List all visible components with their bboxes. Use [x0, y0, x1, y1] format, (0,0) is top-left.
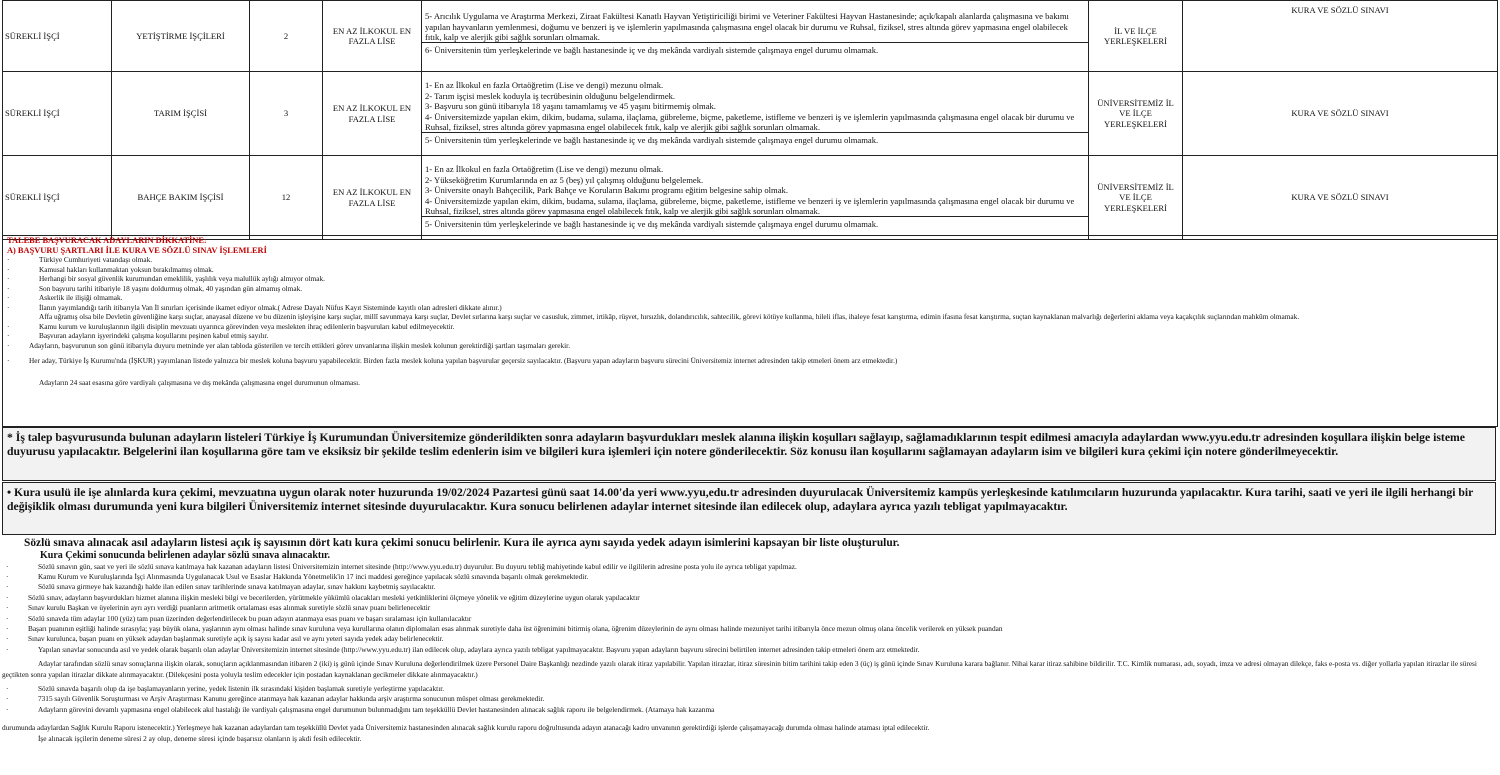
bullet-icon: ·	[7, 293, 10, 303]
bullet-icon: ·	[6, 623, 9, 633]
notice-item: · Herhangi bir sosyal güvenlik kurumundan emeklilik, yaşlılık veya malullük aylığı almıyor olmak.	[7, 274, 325, 284]
position-cell: TARIM İŞÇİSİ	[112, 72, 250, 156]
bullet-icon: ·	[6, 561, 9, 571]
bullet-icon: ·	[6, 613, 9, 623]
count-cell: 3	[250, 72, 323, 156]
probation-item: İşe alınacak işçilerin deneme süresi 2 ay olup, deneme süresi içinde başarısız olanların iş akdi fesih edilecektir.	[38, 733, 362, 743]
notice-heading: TALEBE BAŞVURACAK ADAYLARIN DİKKATİNE:	[7, 236, 207, 245]
health-report-paragraph: durumunda adaylardan Sağlık Kurulu Raporu istenecektir.) Yerleşmeye hak kazanan adaylardan tam teşekküllü Devlet yada Üniversitemiz hastanesinden alınacak sağlık kurulu raporu doğrultusunda adayın atanacağı kadro unvanının gerektirdiği işlerde çalışamayacağı durumda olması halinde ataması iptal edilecektir.	[2, 723, 930, 733]
bullet-icon: ·	[7, 255, 10, 264]
bullet-icon: ·	[6, 592, 9, 602]
education-cell: EN AZ İLKOKUL EN FAZLA LİSE	[323, 156, 422, 240]
requirements-text: 1- En az İlkokul en fazla Ortaöğretim (Lise ve dengi) mezunu olmak. 2- Yükseköğretim Kurumlarında en az 5 (beş) yıl çalışmış olduğunu belgelemek. 3- Üniversite onaylı Bahçecilik, Park Bahçe ve Koruların Bakımı programı eğitim belgesine sahip olmak. 4- Üniversitemizde yapılan ekim, dikim, budama, sulama, ilaçlama, gübreleme, biçme, paketleme, istifleme ve benzeri iş ve işlemlerin yapılmasında çalışmasına engel olacak bir durumu ve Ruhsal, fiziksel, stres altında görev yapmasına engel olabilecek fıtık, kalp ve alerjik gibi sağlık sorunları olmamak.	[425, 164, 1075, 216]
count-cell: 2	[250, 1, 323, 72]
requirements-cell	[422, 1, 1089, 72]
education-cell: EN AZ İLKOKUL EN FAZLA LİSE	[323, 72, 422, 156]
exam-item: · Sözlü sınava girmeye hak kazandığı halde ilan edilen sınav tarihlerinde sınava katılmayan adaylar, sınav hakkını kaybetmiş sayılacaktır.	[6, 582, 436, 592]
notice-item: · Başvuran adayların işyerindeki çalışma koşullarını peşinen kabul etmiş sayılır.	[7, 331, 269, 341]
education-cell: EN AZ İLKOKUL EN FAZLA LİSE	[323, 1, 422, 72]
exam-item: · Kamu Kurum ve Kuruluşlarında İşçi Alınmasında Uygulanacak Usul ve Esaslar Hakkında Yönetmelik'in 17 inci maddesi gereğince yapılacak sözlü sınavında başarılı olmak gerekmektedir.	[6, 571, 589, 581]
oral-exam-section	[2, 537, 1496, 744]
bullet-icon: ·	[7, 302, 10, 312]
notice-item: · Son başvuru tarihi itibariyle 18 yaşını doldurmuş olmak, 40 yaşından gün almamış olmak.	[7, 283, 303, 293]
bullet-icon: ·	[6, 644, 9, 654]
oral-exam-heading: Sözlü sınava alınacak asıl adayların listesi açık iş sayısının dört katı kura çekimi sonucu belirlenir. Kura ile ayrıca aynı sayıda yedek adayın isimlerini kapsayan bir liste oluşturulur.	[24, 537, 900, 549]
bullet-icon: ·	[6, 603, 9, 613]
position-cell: BAHÇE BAKIM İŞÇİSİ	[112, 156, 250, 240]
requirements-last: 5- Üniversitenin tüm yerleşkelerinde ve bağlı hastanesinde iç ve dış mekânda vardiyalı sistemde çalışmaya engel durumu olmamak.	[422, 216, 1088, 231]
notice-item: · Türkiye Cumhuriyeti vatandaşı olmak.	[7, 255, 153, 264]
location-cell: ÜNİVERSİTEMİZ İL VE İLÇE YERLEŞKELERİ	[1089, 72, 1183, 156]
requirements-last: 6- Üniversitenin tüm yerleşkelerinde ve bağlı hastanesinde iç ve dış mekânda vardiyalı sistemde çalışmaya engel durumu olmamak.	[422, 42, 1088, 57]
notice-item: · Kamusal hakları kullanmaktan yoksun bırakılmamış olmak.	[7, 264, 214, 274]
exam-item: · 7315 sayılı Güvenlik Soruşturması ve Arşiv Araştırması Kanunu gereğince atanmaya hak kazanan adaylar hakkında arşiv araştırma sonucunun müspet olması gerekmektedir.	[6, 694, 545, 704]
bullet-icon: ·	[7, 264, 10, 274]
exam-item: · Başarı puanının eşitliği halinde sırasıyla; yaşı büyük olana, yaşlarının aynı olması halinde sınav kuruluna veya kurullarına olanın diplomaları esas alınmak suretiyle daha üst öğrenimini bitirmiş olana, öğrenim düzeylerinin de aynı olması halinde mezuniyet tarihi itibarıyla önce mezun olmuş olana öncelik verilerek en yüksek puandan	[6, 623, 1003, 633]
exam-cell: KURA VE SÖZLÜ SINAVI	[1183, 156, 1498, 240]
requirements-cell	[422, 156, 1089, 240]
table-row	[3, 1, 1498, 72]
exam-item: · Adayların görevini devamlı yapmasına engel olabilecek akıl hastalığı ile vardiyalı çalışmasına engel durumunun bulunmadığını tam teşekküllü Devlet hastanesinden alınacak sağlık raporu ile belgelendirmek. (Atamaya hak kazanma	[6, 704, 715, 714]
notice-item: Adayların 24 saat esasına göre vardiyalı çalışmasına ve dış mekânda çalışmasına engel durumunun olmaması.	[39, 378, 360, 388]
bullet-icon: ·	[7, 283, 10, 293]
employment-type-cell: SÜREKLİ İŞÇİ	[3, 156, 112, 240]
notice-subheading: A) BAŞVURU ŞARTLARI İLE KURA VE SÖZLÜ SINAV İŞLEMLERİ	[7, 245, 267, 255]
bullet-icon: ·	[7, 331, 10, 341]
bullet-icon: ·	[7, 321, 10, 331]
bullet-icon: ·	[6, 582, 9, 592]
bullet-icon: ·	[6, 683, 9, 693]
exam-cell: KURA VE SÖZLÜ SINAVI	[1183, 72, 1498, 156]
exam-item: · Sınav kurulunca, başarı puanı en yüksek adaydan başlanmak suretiyle açık iş sayısı kadar asıl ve aynı yeteri sayıda yedek aday belirlenecektir.	[6, 634, 444, 644]
applicant-notice	[2, 235, 1498, 427]
table-row	[3, 72, 1498, 156]
bullet-icon: ·	[6, 634, 9, 644]
count-cell: 12	[250, 156, 323, 240]
employment-type-cell: SÜREKLİ İŞÇİ	[3, 72, 112, 156]
exam-item: · Sözlü sınavda tüm adaylar 100 (yüz) tam puan üzerinden değerlendirilecek bu puan adayın atanmaya esas puanı ve başarı sıralaması için kullanılacaktır	[6, 613, 472, 623]
bullet-icon: ·	[7, 340, 10, 350]
bullet-icon: ·	[7, 356, 10, 366]
table-row	[3, 156, 1498, 240]
bullet-icon: ·	[6, 694, 9, 704]
notice-item: · Her aday, Türkiye İş Kurumu'nda (İŞKUR) yayımlanan listede yalnızca bir meslek koluna başvuru yapabilecektir. Birden fazla meslek koluna yapılan başvurular geçersiz sayılacaktır. (Başvuru yapan adayların başvuru sürecini Üniversitemiz internet adresinden takip etmeleri önem arz etmektedir.)	[7, 356, 898, 366]
location-cell: ÜNİVERSİTEMİZ İL VE İLÇE YERLEŞKELERİ	[1089, 156, 1183, 240]
objection-paragraph: Adaylar tarafından sözlü sınav sonuçlarına ilişkin olarak, sonuçların açıklanmasından itibaren 2 (iki) iş günü içinde Sınav Kuruluna değerlendirilmek üzere Personel Daire Başkanlığı nezdinde yazılı olarak itiraz yapılabilir. Yapılan itirazlar, itiraz süresinin bitim tarihini takip eden 3 (üç) iş günü içinde Sınav Kuruluna karara bağlanır. Nihai karar itiraz sahibine bildirilir. T.C. Kimlik numarası, adı, soyadı, imza ve adresi olmayan dilekçe, faks e-posta vs. diğer yollarla yapılan itirazlar ile süresi geçtikten sonra yapılan itirazlar dikkate alınmayacaktır. (Dilekçesini posta yoluyla teslim edecekler için postadan kaynaklanan gecikmeler dikkate alınmayacaktır.)	[2, 659, 1477, 679]
notice-item: · Adayların, başvurunun son günü itibarıyla duyuru metninde yer alan tabloda gösterilen ve tercih ettikleri görev unvanlarına ilişkin meslek kolunun gerektirdiği şartları taşımaları gerekir.	[7, 340, 571, 350]
bullet-icon: ·	[6, 704, 9, 714]
lottery-notice: • Kura usulü ile işe alınlarda kura çekimi, mevzuatına uygun olarak noter huzurunda 19/02/2024 Pazartesi günü saat 14.00'da yeri www.yyu,edu.tr adresinden duyurulacak Üniversitemiz kampüs yerleşkesinde katılımcıların huzurunda yapılacaktır. Kura tarihi, saati ve yeri ile ilgili herhangi bir değişiklik olması durumunda yeni kura bilgileri Üniversitemiz internet sitesinde duyurulacaktır. Kura sonucu belirlenen adaylar internet sitesinde ilan edilecek olup, adaylara ayrıca yazılı tebligat yapılmayacaktır.	[2, 482, 1496, 535]
bullet-icon: ·	[6, 571, 9, 581]
notice-item: Affa uğramış olsa bile Devletin güvenliğine karşı suçlar, anayasal düzene ve bu düzenin işleyişine karşı suçlar, millî savunmaya karşı suçlar, Devlet sırlarına karşı suçlar ve casusluk, zimmet, irtikâp, rüşvet, hırsızlık, dolandırıcılık, sahtecilik, görevi kötüye kullanma, hileli iflas, ihaleye fesat karıştırma, edimin ifasına fesat karıştırma, suçtan kaynaklanan malvarlığı değerlerini aklama veya kaçakçılık suçlarından mahkûm olmamak.	[39, 312, 1300, 322]
notice-item: · Askerlik ile ilişiği olmamak.	[7, 293, 123, 303]
lottery-result-heading: Kura Çekimi sonucunda belirlenen adaylar sözlü sınava alınacaktır.	[40, 549, 331, 561]
exam-item: · Sözlü sınavda başarılı olup da işe başlamayanların yerine, yedek listenin ilk sırasındaki kişiden başlamak suretiyle yerleştirme yapılacaktır.	[6, 683, 445, 693]
positions-table	[2, 0, 1498, 240]
exam-item: · Yapılan sınavlar sonucunda asıl ve yedek olarak başarılı olan adaylar Üniversitemizin internet sitesinde (http://www.yyu.edu.tr) ilan edilecek olup, adaylara ayrıca yazılı tebligat yapılmayacaktır. Başvuru yapan adayların başvuru sürecini belirtilen internet adresinden takip etmeleri önem arz etmektedir.	[6, 644, 920, 654]
position-cell: YETİŞTİRME İŞÇİLERİ	[112, 1, 250, 72]
notice-item: · İlanın yayımlandığı tarih itibarıyla Van İl sınırları içerisinde ikamet ediyor olmak.( Adrese Dayalı Nüfus Kayıt Sisteminde kayıtlı olan adresleri dikkate alınır.)	[7, 302, 502, 312]
location-cell: İL VE İLÇE YERLEŞKELERİ	[1089, 1, 1183, 72]
requirements-cell	[422, 72, 1089, 156]
employment-type-cell: SÜREKLİ İŞÇİ	[3, 1, 112, 72]
requirements-text: 1- En az İlkokul en fazla Ortaöğretim (Lise ve dengi) mezunu olmak. 2- Tarım işçisi meslek koduyla iş tecrübesinin olduğunu belgelendirmek. 3- Başvuru son günü itibarıyla 18 yaşını tamamlamış ve 45 yaşını bitirmemiş olmak. 4- Üniversitemizde yapılan ekim, dikim, budama, sulama, ilaçlama, gübreleme, biçme, paketleme, istifleme ve benzeri iş ve işlemlerin yapılmasında çalışmasına engel olacak bir durumu ve Ruhsal, fiziksel, stres altında görev yapmasına engel olabilecek fıtık, kalp ve alerjik gibi sağlık sorunları olmamak.	[425, 80, 1075, 132]
requirements-last: 5- Üniversitenin tüm yerleşkelerinde ve bağlı hastanesinde iç ve dış mekânda vardiyalı sistemde çalışmaya engel durumu olmamak.	[422, 132, 1088, 147]
requirements-text: 5- Arıcılık Uygulama ve Araştırma Merkezi, Ziraat Fakültesi Kanatlı Hayvan Yetiştiriciliği birimi ve Veteriner Fakültesi Hayvan Hastanesinde; açık/kapalı alanlarda çalışmasına ve bakımı yapılan hayvanların yemlenmesi, doğumu ve benzeri iş ve işlemlerin yapılmasında çalışmasına engel olacak bir durumu ve Ruhsal, fiziksel, stres altında görev yapmasına engel olabilecek fıtık, kalp ve alerjik gibi sağlık sorunları olmamak.	[425, 11, 1069, 42]
bullet-icon: ·	[7, 274, 10, 284]
document-check-notice: * İş talep başvurusunda bulunan adayların listeleri Türkiye İş Kurumundan Üniversitemize gönderildikten sonra adayların başvurdukları meslek alanına ilişkin koşulları sağlayıp, sağlamadıklarının tespit edilmesi amacıyla adaylardan www.yyu.edu.tr adresinden koşullara ilişkin belge isteme duyurusu yapılacaktır. Belgelerini ilan koşullarına göre tam ve eksiksiz bir şekilde teslim edenlerin isim ve bilgileri kura işlemleri için notere gönderilecektir. Söz konusu ilan koşullarını sağlamayan adayların isim ve bilgileri kura çekimi için notere gönderilmeyecektir.	[2, 427, 1496, 481]
exam-item: · Sözlü sınavın gün, saat ve yeri ile sözlü sınava katılmaya hak kazanan adayların listesi Üniversitemizin internet sitesinde (http://www.yyu.edu.tr) duyurulur. Bu duyuru tebliğ mahiyetinde kabul edilir ve ilgililerin adresine posta yolu ile ayrıca tebligat yapılmaz.	[6, 561, 797, 571]
exam-cell: KURA VE SÖZLÜ SINAVI	[1183, 1, 1498, 72]
notice-item: · Kamu kurum ve kuruluşlarının ilgili disiplin mevzuatı uyarınca görevinden veya meslekten ihraç edilenlerin başvuruları kabul edilmeyecektir.	[7, 321, 455, 331]
exam-item: · Sözlü sınav, adayların başvurdukları hizmet alanına ilişkin mesleki bilgi ve becerilerden, yürütmekle yükümlü olacakları mesleki yetkinliklerini ölçmeye yönelik ve eğitim düzeylerine uygun olarak yapılacaktır	[6, 592, 640, 602]
exam-item: · Sınav kurulu Başkan ve üyelerinin ayrı ayrı verdiği puanların aritmetik ortalaması esas alınmak suretiyle sözlü sınav puanı belirlenecektir	[6, 603, 431, 613]
